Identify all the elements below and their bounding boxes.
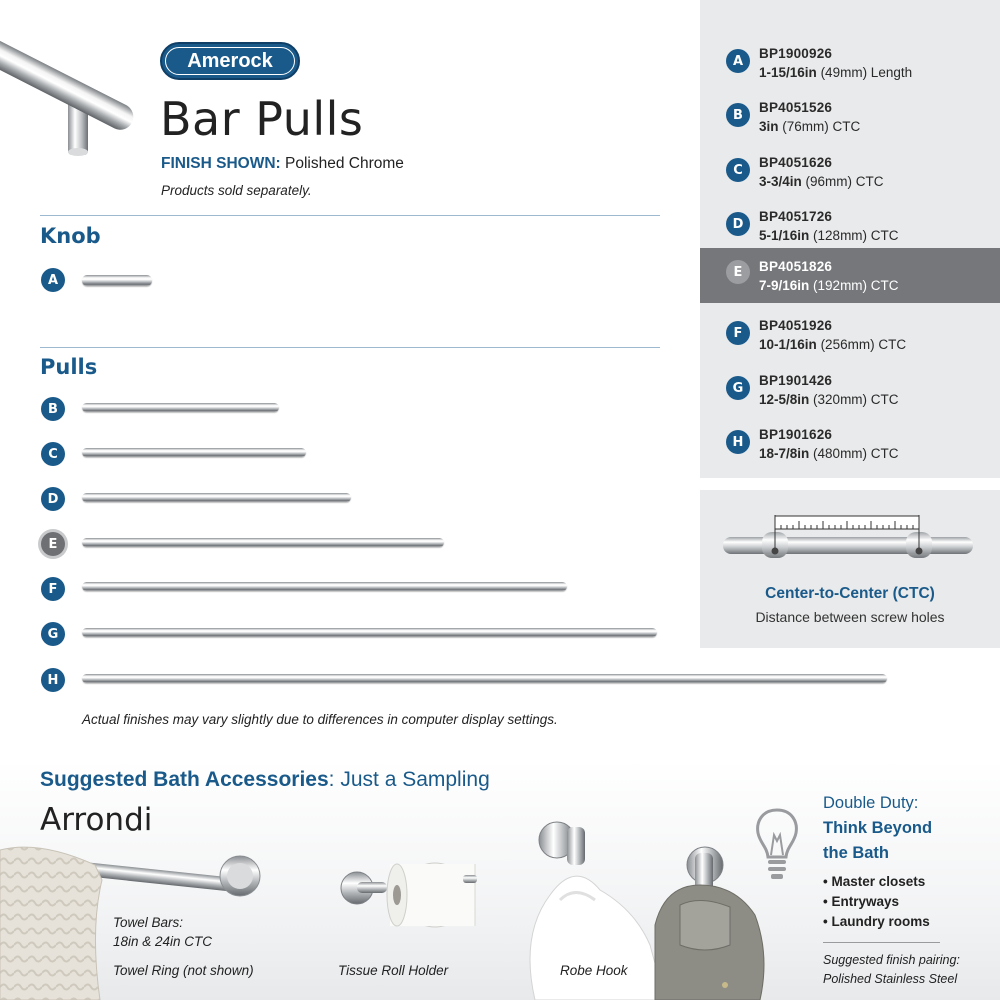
spec-marker-h: H [726,430,750,454]
accessories-heading [40,768,490,792]
pull-marker-g: G [41,622,65,646]
pull-marker-c: C [41,442,65,466]
spec-measure: 5-1/16in (128mm) CTC [759,228,899,243]
spec-marker-c: C [726,158,750,182]
pull-d-image [82,493,351,502]
towel-bars-caption-line2: 18in & 24in CTC [113,934,213,949]
bullet-item: • Entryways [823,894,900,909]
spec-code: BP4051626 [759,155,833,170]
pull-marker-e: E [41,532,65,556]
pull-marker-d: D [41,487,65,511]
spec-row-a [700,36,1000,90]
collection-name: Arrondi [40,802,153,838]
pull-h-image [82,674,887,683]
pairing-divider [823,942,940,943]
bullet-item: • Master closets [823,874,926,889]
spec-marker-a: A [726,49,750,73]
finish-line [161,155,404,173]
spec-marker-f: F [726,321,750,345]
pull-b-image [82,403,279,412]
accessories-heading-rest: : Just a Sampling [328,768,490,791]
bullet-item: • Laundry rooms [823,914,930,929]
knob-marker-a: A [41,268,65,292]
spec-row-b [700,90,1000,144]
pull-c-image [82,448,306,457]
towel-bars-caption-line1: Towel Bars: [113,915,184,930]
spec-marker-g: G [726,376,750,400]
logo-text: Amerock [187,49,273,72]
robe-hook-caption: Robe Hook [560,963,628,978]
spec-code: BP4051526 [759,100,833,115]
double-duty-subtitle-line1: Think Beyond [823,819,933,837]
spec-marker-d: D [726,212,750,236]
spec-code: BP1901626 [759,427,833,442]
spec-row-d [700,199,1000,253]
hero-bar-pull-image [0,40,150,165]
pull-marker-h: H [41,668,65,692]
tissue-caption: Tissue Roll Holder [338,963,449,978]
double-duty-title: Double Duty: [823,794,919,812]
divider-top [40,215,660,216]
double-duty-bullets [823,874,930,934]
ctc-subtitle: Distance between screw holes [755,609,945,625]
spec-measure: 10-1/16in (256mm) CTC [759,337,907,352]
spec-marker-b: B [726,103,750,127]
towel-ring-caption: Towel Ring (not shown) [113,963,254,978]
spec-row-e-selected [700,248,1000,303]
ctc-diagram [722,512,978,567]
spec-row-c [700,145,1000,199]
pull-f-image [82,582,567,591]
divider-middle [40,347,660,348]
spec-marker-e: E [726,260,750,284]
tissue-holder-image [335,850,485,950]
ctc-info-box [700,490,1000,648]
display-disclaimer: Actual finishes may vary slightly due to differences in computer display settings. [82,712,558,727]
page-title: Bar Pulls [160,92,364,146]
finish-value: Polished Chrome [285,155,404,172]
spec-code: BP1901426 [759,373,833,388]
accessories-heading-bold: Suggested Bath Accessories [40,768,329,791]
spec-code: BP4051926 [759,318,833,333]
spec-code: BP4051726 [759,209,833,224]
spec-code: BP1900926 [759,46,833,61]
pull-marker-b: B [41,397,65,421]
amerock-logo [160,42,300,80]
spec-measure: 18-7/8in (480mm) CTC [759,446,899,461]
spec-measure: 7-9/16in (192mm) CTC [759,278,899,293]
spec-measure: 1-15/16in (49mm) Length [759,65,913,80]
spec-measure: 3-3/4in (96mm) CTC [759,174,884,189]
spec-measure: 12-5/8in (320mm) CTC [759,392,899,407]
spec-measure: 3in (76mm) CTC [759,119,861,134]
pull-g-image [82,628,657,637]
knob-a-image [82,275,152,286]
pairing-line2: Polished Stainless Steel [823,972,958,986]
pulls-heading: Pulls [40,355,98,379]
knob-heading: Knob [40,224,101,248]
pairing-line1: Suggested finish pairing: [823,953,960,967]
spec-code: BP4051826 [759,259,833,274]
spec-row-f [700,308,1000,362]
sold-separately-note: Products sold separately. [161,183,312,198]
finish-label: FINISH SHOWN: [161,155,281,172]
spec-row-h [700,417,1000,471]
lightbulb-icon [752,805,802,885]
pull-marker-f: F [41,577,65,601]
ctc-title: Center-to-Center (CTC) [765,585,935,602]
double-duty-subtitle-line2: the Bath [823,844,889,862]
pull-e-image [82,538,444,547]
spec-row-g [700,363,1000,417]
